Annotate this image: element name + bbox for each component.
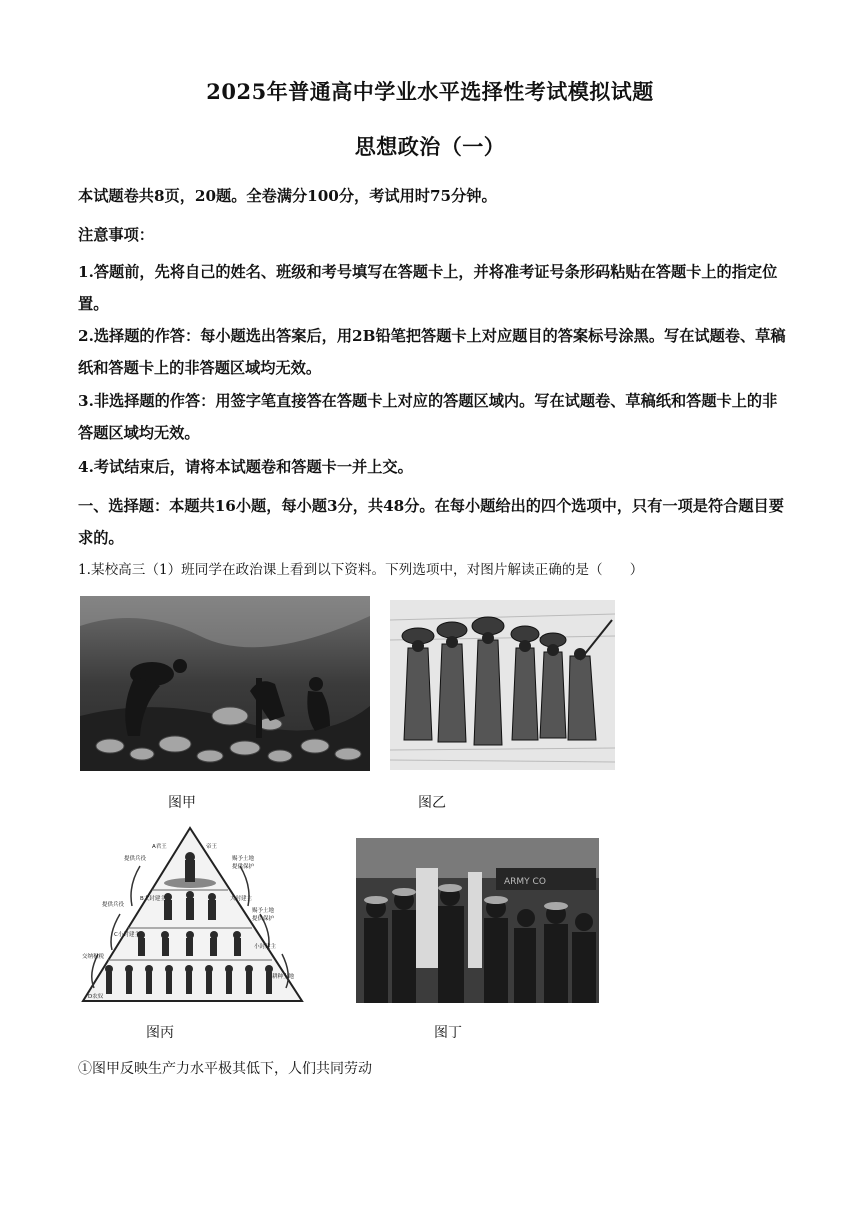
- pyramid-label-a: A君王: [152, 844, 167, 850]
- figure-yi-caption: 图乙: [418, 795, 446, 811]
- question-1-option-1: ①图甲反映生产力水平极其低下，人们共同劳动: [78, 1061, 372, 1077]
- pyramid-label-rent: 交纳租税: [82, 954, 105, 960]
- figure-yi-photo: [390, 600, 615, 770]
- page-subtitle: 思想政治（一）: [354, 134, 506, 159]
- notice-item-4: 4.考试结束后，请将本试题卷和答题卡一并上交。: [78, 458, 413, 476]
- figure-bing-diagram: [80, 826, 305, 1004]
- pyramid-label-protect-1: 提供保护: [232, 864, 255, 870]
- pyramid-label-emperor: 帝王: [206, 844, 218, 850]
- pyramid-label-grant-1: 赐予土地: [232, 856, 255, 862]
- question-1-stem: 1.某校高三（1）班同学在政治课上看到以下资料。下列选项中，对图片解读正确的是（ ）: [78, 562, 644, 578]
- svg-text:ARMY CO: ARMY CO: [504, 877, 546, 887]
- page-title: 2025年普通高中学业水平选择性考试模拟试题: [206, 79, 654, 104]
- figure-ding-caption: 图丁: [434, 1025, 462, 1041]
- figure-ding-photo: [356, 838, 599, 1003]
- pyramid-label-grant-2: 赐予土地: [252, 908, 275, 914]
- pyramid-label-b: B大封建主: [140, 896, 166, 902]
- pyramid-label-protect-2: 提供保护: [252, 916, 275, 922]
- pyramid-label-c: C小封建主: [114, 932, 140, 938]
- notice-item-2: 2.选择题的作答：每小题选出答案后，用2B铅笔把答题卡上对应题目的答案标号涂黑。写在试题卷、草稿纸和答题卡上的非答题区域均无效。: [78, 327, 786, 377]
- section-heading: 一、选择题：本题共16小题，每小题3分，共48分。在每小题给出的四个选项中，只有一项是符合题目要求的。: [78, 497, 784, 547]
- figure-jia-caption: 图甲: [168, 795, 196, 811]
- pyramid-label-service-2: 提供兵役: [102, 902, 125, 908]
- figure-bing-caption: 图丙: [146, 1025, 174, 1041]
- notice-item-1: 1.答题前，先将自己的姓名、班级和考号填写在答题卡上，并将准考证号条形码粘贴在答题卡上的指定位置。: [78, 263, 778, 313]
- exam-intro: 本试题卷共8页，20题。全卷满分100分，考试用时75分钟。: [78, 187, 497, 205]
- figure-jia-photo: [80, 596, 370, 771]
- notice-heading: 注意事项：: [78, 226, 154, 244]
- pyramid-label-lord: 大封建主: [230, 896, 253, 902]
- notice-item-3: 3.非选择题的作答：用签字笔直接答在答题卡上对应的答题区域内。写在试题卷、草稿纸和答题卡上的非答题区域均无效。: [78, 392, 778, 442]
- pyramid-label-service-1: 提供兵役: [124, 856, 147, 862]
- pyramid-label-d: D农奴: [88, 994, 104, 1000]
- pyramid-label-minor-lord: 小封建主: [254, 944, 277, 950]
- pyramid-label-farm: 耕种土地: [272, 974, 295, 980]
